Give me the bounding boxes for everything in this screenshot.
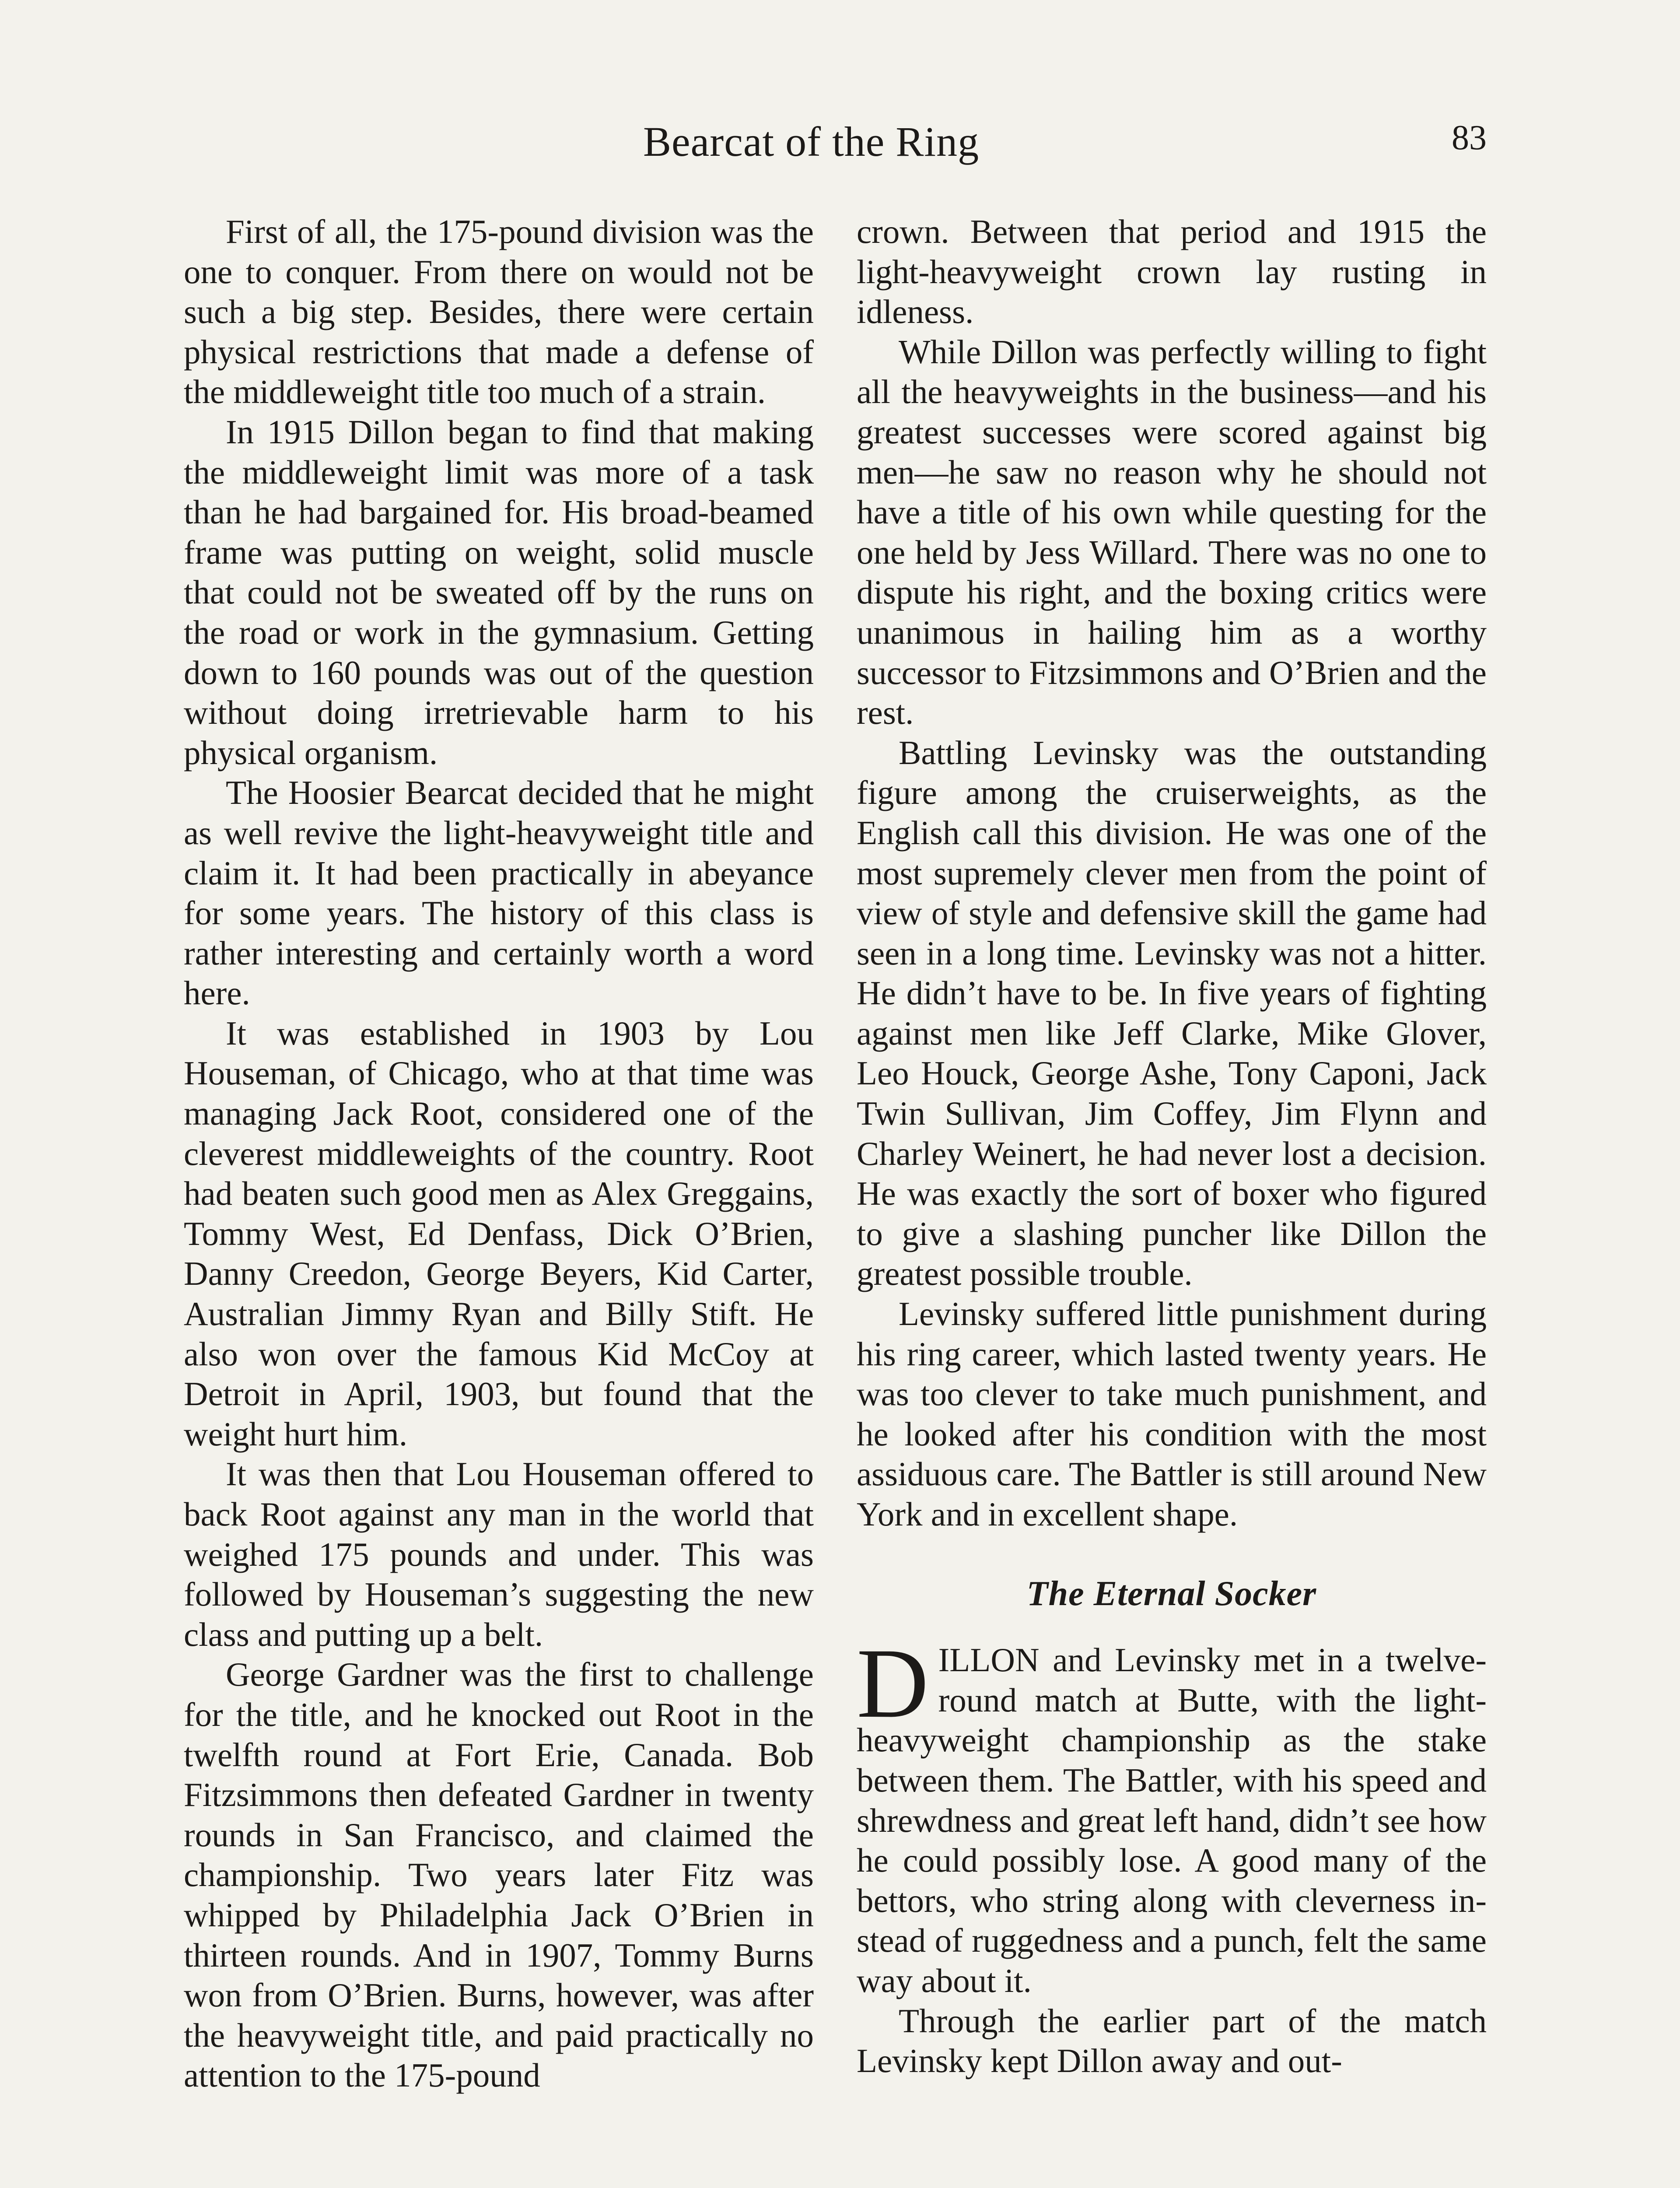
right-column: [857, 212, 1487, 2081]
paragraph: First of all, the 175-pound division was the one to conquer. From there on would not be such a big step. Besides, there were certain physical restrictions that made a defense of the middleweight title too much of a strain.: [184, 213, 814, 411]
dropcap-paragraph: [857, 1628, 1487, 2001]
paragraph: The Hoosier Bearcat decided that he might as well revive the light-heavyweight title and claim it. It had been practically in abeyance for some years. The history of this class is rather interesting and certainly worth a word here.: [184, 774, 814, 1012]
paragraph: George Gardner was the first to challenge for the title, and he knocked out Root in the twelfth round at Fort Erie, Canada. Bob Fitzsimmons then defeated Gardner in twenty rounds in San Francisco, and claimed the championship. Two years later Fitz was whipped by Philadelphia Jack O’Brien in thirteen rounds. And in 1907, Tommy Burns won from O’Brien. Burns, however, was after the heavyweight title, and paid practically no attention to the 175-pound: [184, 1655, 814, 2094]
paragraph: Through the earlier part of the match Levinsky kept Dillon away and out-: [857, 2002, 1487, 2080]
paragraph: In 1915 Dillon began to find that making the middleweight limit was more of a task than he had bargained for. His broad-beamed frame was putting on weight, solid muscle that could not be sweated off by the runs on the road or work in the gymnasium. Getting down to 160 pounds was out of the question without doing irretrievable harm to his physical organism.: [184, 413, 814, 771]
page-number: 83: [1452, 119, 1487, 157]
dropcap-paragraph-text: ILLON and Levinsky met in a twelve-round match at Butte, with the light-heavyweight championship as the stake between them. The Battler, with his speed and shrewdness and great left hand, didn’t see how he could possibly lose. A good many of the bettors, who string along with cleverness instead of ruggedness and a punch, felt the same way about it.: [857, 1641, 1487, 1999]
drop-cap: D: [857, 1628, 929, 1739]
continued-paragraph: crown. Between that period and 1915 the light-heavyweight crown lay rusting in idleness.: [857, 213, 1487, 331]
paragraph: While Dillon was perfectly willing to fight all the heavyweights in the business—and his greatest successes were scored against big men—he saw no reason why he should not have a title of his own while questing for the one held by Jess Willard. There was no one to dispute his right, and the boxing critics were unanimous in hailing him as a worthy successor to Fitzsimmons and O’Brien and the rest.: [857, 333, 1487, 732]
paragraph: It was established in 1903 by Lou Houseman, of Chicago, who at that time was managing Jack Root, considered one of the cleverest middleweights of the country. Root had beaten such good men as Alex Greggains, Tommy West, Ed Denfass, Dick O’Brien, Danny Creedon, George Beyers, Kid Carter, Australian Jimmy Ryan and Billy Stift. He also won over the famous Kid McCoy at Detroit in April, 1903, but found that the weight hurt him.: [184, 1014, 814, 1453]
paragraph: Battling Levinsky was the outstanding figure among the cruiserweights, as the English call this division. He was one of the most supremely clever men from the point of view of style and defensive skill the game had seen in a long time. Levinsky was not a hitter. He didn’t have to be. In five years of fighting against men like Jeff Clarke, Mike Glover, Leo Houck, George Ashe, Tony Caponi, Jack Twin Sullivan, Jim Coffey, Jim Flynn and Charley Weinert, he had never lost a decision. He was exactly the sort of boxer who figured to give a slashing puncher like Dillon the greatest possible trouble.: [857, 733, 1487, 1293]
paragraph: Levinsky suffered little punishment during his ring career, which lasted twenty years. He was too clever to take much punishment, and he looked after his condition with the most assiduous care. The Battler is still around New York and in excellent shape.: [857, 1295, 1487, 1533]
left-column: [184, 212, 814, 2096]
section-subhead: The Eternal Socker: [1026, 1574, 1317, 1613]
running-head: [0, 117, 1680, 179]
running-title: Bearcat of the Ring: [643, 118, 980, 165]
paragraph: It was then that Lou Houseman offered to back Root against any man in the world that weighed 175 pounds and under. This was followed by Houseman’s suggesting the new class and putting up a belt.: [184, 1455, 814, 1653]
